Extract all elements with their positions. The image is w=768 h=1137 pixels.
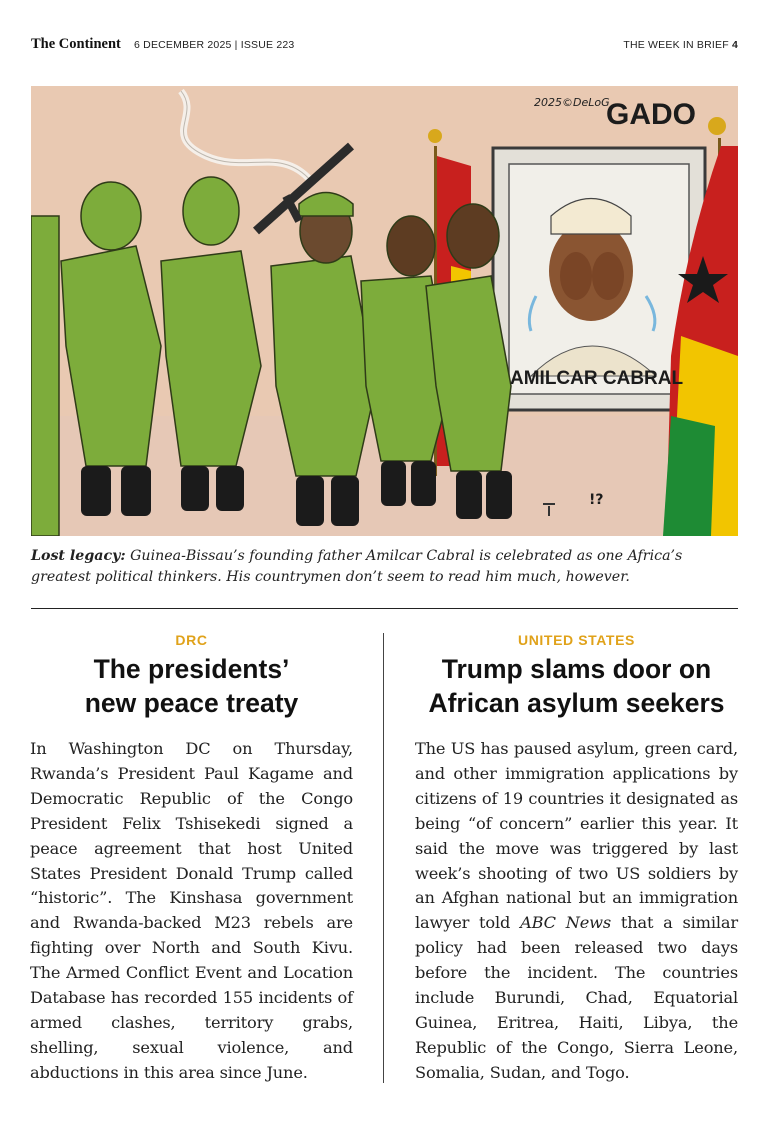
caption-lead: Lost legacy: [31,548,126,564]
headline-line-1: The presidents’ [93,654,290,684]
section-label [623,39,738,51]
headline-line-2: new peace treaty [84,688,299,718]
article-drc [30,632,353,1086]
article-body-part-2: that a similar policy had been released two days before the incident. The countries include Burundi, Chad, Equatorial Guinea, Eritrea, Haiti, Libya, the Republic of the Congo, Sierra Leone, Somalia, Sudan, and Togo. [415,913,739,1082]
news-source: ABC News [520,913,612,933]
article-kicker: DRC [175,632,208,648]
cartoon-caption [31,546,741,588]
section-divider [31,608,738,609]
cartoon-signature: 2025©DeLoG [534,96,610,109]
headline-line-2: African asylum seekers [428,688,725,718]
article-headline [30,652,353,720]
section-name: THE WEEK IN BRIEF [623,39,729,51]
caption-text: Guinea-Bissau’s founding father Amilcar Cabral is celebrated as one Africa’s greatest political thinkers. His countrymen don’t seem to read him much, however. [31,548,683,585]
column-divider [383,633,384,1083]
date-issue: 6 DECEMBER 2025 | ISSUE 223 [134,39,295,51]
page-number: 4 [731,39,738,51]
article-body-part-1: The US has paused asylum, green card, and other immigration applications by citizens of 19 countries it designated as being “of concern” earlier this year. It said the move was triggered by last week’s shooting of two US soldiers by an Afghan national but an immigration lawyer told [415,739,738,933]
exclamation-mark: !? [589,492,604,508]
portrait-label: AMILCAR CABRAL [510,368,684,389]
article-united-states [415,632,738,1086]
article-body [415,737,738,1086]
article-kicker: UNITED STATES [518,632,635,648]
article-body: In Washington DC on Thursday, Rwanda’s President Paul Kagame and Democratic Republic of the Congo President Felix Tshisekedi signed a peace agreement that host United States President Donald Trump called “historic”. The Kinshasa government and Rwanda-backed M23 rebels are fighting over North and South Kivu. The Armed Conflict Event and Location Database has recorded 155 incidents of armed clashes, territory grabs, shelling, sexual violence, and abductions in this area since June. [30,739,353,1082]
artist-mark: GADO [606,98,696,131]
publication-name: The Continent [31,36,121,52]
cartoon-illustration [31,86,738,536]
article-headline [415,652,738,720]
editorial-cartoon [31,86,738,536]
headline-line-1: Trump slams door on [441,654,712,684]
page-header [31,36,738,56]
